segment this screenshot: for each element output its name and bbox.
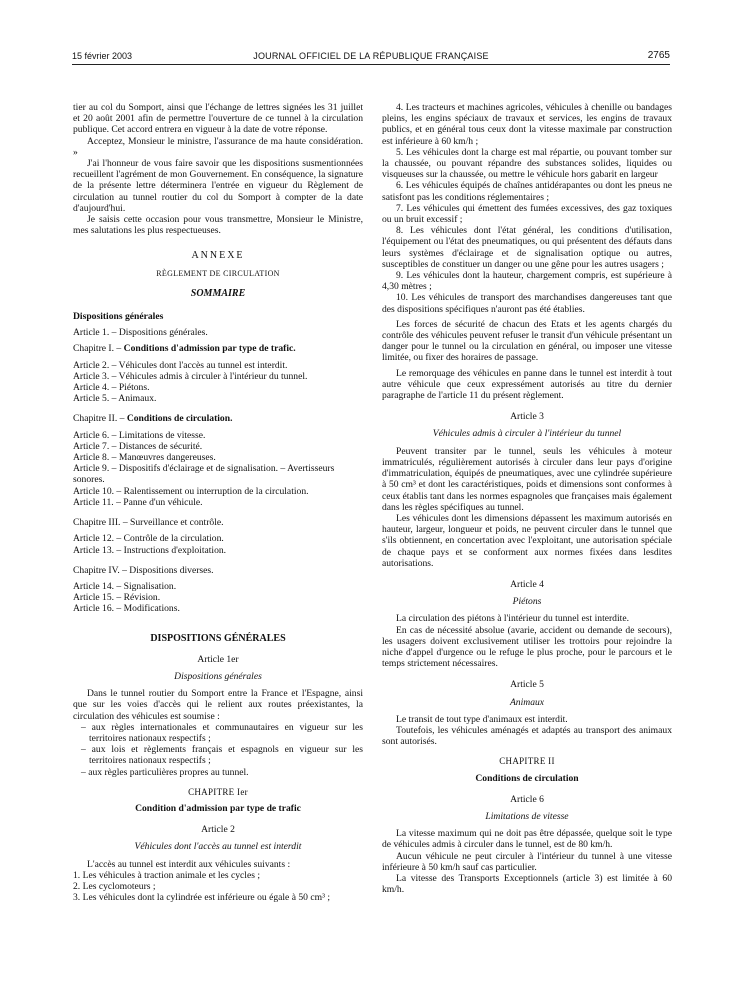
paragraph: Les véhicules dont les dimensions dépassent les maximum autorisés en hauteur, largeur, longueur et poids, ne peuvent circuler dans le tunnel que s'ils obtiennent, en concertation avec l'exploitant, une autorisation spéciale de chaque pays et se conforment aux normes fixées dans lesdites autorisations. [382, 512, 672, 569]
paragraph: Le transit de tout type d'animaux est interdit. [396, 713, 568, 725]
toc-item: Article 10. – Ralentissement ou interruption de la circulation. [73, 485, 309, 497]
toc-item: Article 3. – Véhicules admis à circuler à l'intérieur du tunnel. [73, 370, 308, 382]
article-subtitle: Limitations de vitesse [485, 810, 569, 822]
paragraph: La vitesse des Transports Exceptionnels (article 3) est limitée à 60 km/h. [382, 872, 672, 896]
sommaire-heading: SOMMAIRE [190, 287, 246, 299]
article-subtitle: Véhicules admis à circuler à l'intérieur du tunnel [432, 428, 622, 440]
list-item: 1. Les véhicules à traction animale et les cycles ; [73, 869, 261, 881]
article-heading: Article 6 [510, 793, 544, 805]
paragraph: Peuvent transiter par le tunnel, seuls les véhicules à moteur immatriculés, régulièrement autorisés à circuler dans leur pays d'origine d'immatriculation, équipés de pneumatiques, avec une cylindrée supérieure à 50 cm³ et dont les caractéristiques, poids et dimensions sont conformes à ceux établis tant dans les normes espagnoles que françaises mais également dans les règles spécifiques au tunnel. [382, 445, 672, 513]
toc-item: Article 9. – Dispositifs d'éclairage et de signalisation. – Avertisseurs sonores. [73, 463, 335, 486]
list-item: 6. Les véhicules équipés de chaînes antidérapantes ou dont les pneus ne satisfont pas les conditions réglementaires ; [382, 180, 672, 203]
issue-date: 15 février 2003 [72, 51, 133, 61]
paragraph: La vitesse maximum qui ne doit pas être dépassée, quelque soit le type de véhicules admis à circuler dans le tunnel, est de 80 km/h. [382, 828, 672, 851]
list-item: 5. Les véhicules dont la charge est mal répartie, ou pouvant tomber sur la chaussée, ou pouvant répandre des substances solides, liquides ou visqueuses sur la chaussée, ou mettre le véhicule hors gabarit en largeur [382, 146, 672, 181]
chapter-heading: CHAPITRE Ier [188, 786, 248, 797]
journal-title: JOURNAL OFFICIEL DE LA RÉPUBLIQUE FRANÇAISE [253, 51, 489, 61]
article-heading: Article 2 [201, 824, 235, 836]
toc-chapter: Chapitre IV. – Dispositions diverses. [73, 564, 214, 576]
bullet-list [73, 722, 363, 778]
toc-item: Article 14. – Signalisation. [73, 580, 177, 592]
toc-item: Article 12. – Contrôle de la circulation. [73, 533, 224, 545]
paragraph: Je saisis cette occasion pour vous transmettre, Monsieur le Ministre, mes salutations les plus respectueuses. [73, 214, 363, 237]
paragraph: La circulation des piétons à l'intérieur du tunnel est interdite. [396, 613, 629, 625]
list-item: 10. Les véhicules de transport des marchandises dangereuses tant que des dispositions spécifiques n'auront pas été établies. [382, 292, 672, 315]
list-item: – aux règles internationales et communautaires en vigueur sur les territoires nationaux respectifs ; [81, 721, 363, 744]
list-item: – aux lois et règlements français et espagnols en vigueur sur les territoires nationaux respectifs ; [81, 744, 363, 767]
chapter-subtitle: Conditions de circulation [475, 772, 579, 784]
paragraph: Aucun véhicule ne peut circuler à l'intérieur du tunnel à une vitesse inférieure à 50 km/h sauf cas particulier. [382, 850, 672, 873]
toc-chapter: Chapitre III. – Surveillance et contrôle. [73, 517, 224, 529]
article-subtitle: Véhicules dont l'accès au tunnel est interdit [134, 841, 302, 853]
chapter-subtitle: Condition d'admission par type de trafic [135, 802, 301, 814]
list-item: 9. Les véhicules dont la hauteur, chargement compris, est supérieure à 4,30 mètres ; [382, 270, 672, 293]
paragraph: J'ai l'honneur de vous faire savoir que les dispositions susmentionnées recueillent l'agrément de mon Gouvernement. En conséquence, la signature de la présente lettre déterminera l'entrée en vigueur du Règlement de circulation au tunnel routier du col du Somport à compter de la date d'aujourd'hui. [73, 158, 363, 214]
paragraph: Les forces de sécurité de chacun des Etats et les agents chargés du contrôle des véhicules peuvent refuser le transit d'un véhicule présentant un danger pour le tunnel ou la circulation en général, ou imposer une vitesse limitée, ou fixer des horaires de passage. [382, 318, 672, 364]
toc-item: Article 15. – Révision. [73, 592, 161, 604]
article-heading: Article 5 [510, 679, 544, 691]
toc-item: Article 4. – Piétons. [73, 382, 150, 394]
toc-chapter: Chapitre II. – Conditions de circulation. [73, 413, 233, 425]
toc-chapter: Chapitre I. – Conditions d'admission par type de trafic. [73, 343, 296, 355]
list-item: 7. Les véhicules qui émettent des fumées excessives, des gaz toxiques ou un bruit excessif ; [382, 202, 672, 226]
article-heading: Article 4 [510, 578, 544, 590]
toc-item: Article 6. – Limitations de vitesse. [73, 429, 206, 441]
paragraph: L'accès au tunnel est interdit aux véhicules suivants : [87, 858, 291, 870]
page-number: 2765 [647, 50, 670, 61]
reglement-heading: RÈGLEMENT DE CIRCULATION [156, 268, 280, 278]
list-item: 2. Les cyclomoteurs ; [73, 880, 156, 892]
header-rule [72, 64, 670, 65]
left-column [73, 102, 363, 903]
page-header [72, 50, 670, 64]
toc-item: Article 7. – Distances de sécurité. [73, 440, 203, 452]
paragraph: Dans le tunnel routier du Somport entre la France et l'Espagne, ainsi que sur les voies d'accès qui le relient aux routes préexistantes, la circulation des véhicules est soumise : [73, 688, 363, 722]
toc-item: Article 1. – Dispositions générales. [73, 327, 208, 339]
annexe-heading: ANNEXE [191, 250, 245, 262]
article-subtitle: Dispositions générales [174, 670, 262, 682]
list-item: 3. Les véhicules dont la cylindrée est inférieure ou égale à 50 cm³ ; [73, 892, 331, 904]
paragraph: tier au col du Somport, ainsi que l'échange de lettres signées les 31 juillet et 20 août 2001 afin de permettre l'ouverture de ce tunnel à la circulation publique. Cet accord entrera en vigueur à la date de votre réponse. [73, 102, 363, 136]
article-heading: Article 3 [510, 411, 544, 423]
toc-item: Article 16. – Modifications. [73, 603, 180, 615]
paragraph: Le remorquage des véhicules en panne dans le tunnel est interdit à tout autre véhicule que ceux expressément autorisés au titre du dernier paragraphe de l'article 11 du présent règlement. [382, 367, 672, 402]
article-heading: Article 1er [197, 653, 239, 665]
paragraph: En cas de nécessité absolue (avarie, accident ou demande de secours), les usagers doivent exclusivement utiliser les trottoirs pour rejoindre la niche d'appel d'urgence ou le refuge le plus proche, pour le parcours et le temps strictement nécessaires. [382, 624, 672, 670]
paragraph: Toutefois, les véhicules aménagés et adaptés au transport des animaux sont autorisés. [382, 724, 672, 748]
paragraph: Acceptez, Monsieur le ministre, l'assurance de ma haute considération. » [73, 135, 363, 158]
right-column [382, 102, 672, 895]
chapter-heading: CHAPITRE II [499, 756, 555, 767]
list-item: 4. Les tracteurs et machines agricoles, véhicules à chenille ou bandages pleins, les engins spéciaux de travaux et services, les engins de travaux publics, et en général tous ceux dont la vitesse maximale par construction est inférieure à 60 km/h ; [382, 102, 672, 147]
toc-item: Article 8. – Manœuvres dangereuses. [73, 452, 216, 464]
article-subtitle: Piétons [512, 596, 542, 608]
toc-item: Article 2. – Véhicules dont l'accès au tunnel est interdit. [73, 359, 288, 371]
list-item: – aux règles particulières propres au tunnel. [81, 766, 249, 778]
list-item: 8. Les véhicules dont l'état général, les conditions d'utilisation, l'équipement ou l'état des pneumatiques, ou qui présentent des défauts dans leurs systèmes d'éclairage et de signalisation optique ou autres, susceptibles de constituer un danger ou une gêne pour les autres usagers ; [382, 225, 672, 270]
section-heading: DISPOSITIONS GÉNÉRALES [150, 632, 286, 644]
toc-item: Article 11. – Panne d'un véhicule. [73, 496, 203, 508]
toc-general-heading: Dispositions générales [73, 311, 164, 323]
toc-item: Article 13. – Instructions d'exploitation. [73, 544, 227, 556]
numbered-list [73, 870, 363, 904]
toc-item: Article 5. – Animaux. [73, 393, 157, 405]
article-subtitle: Animaux [509, 696, 545, 708]
